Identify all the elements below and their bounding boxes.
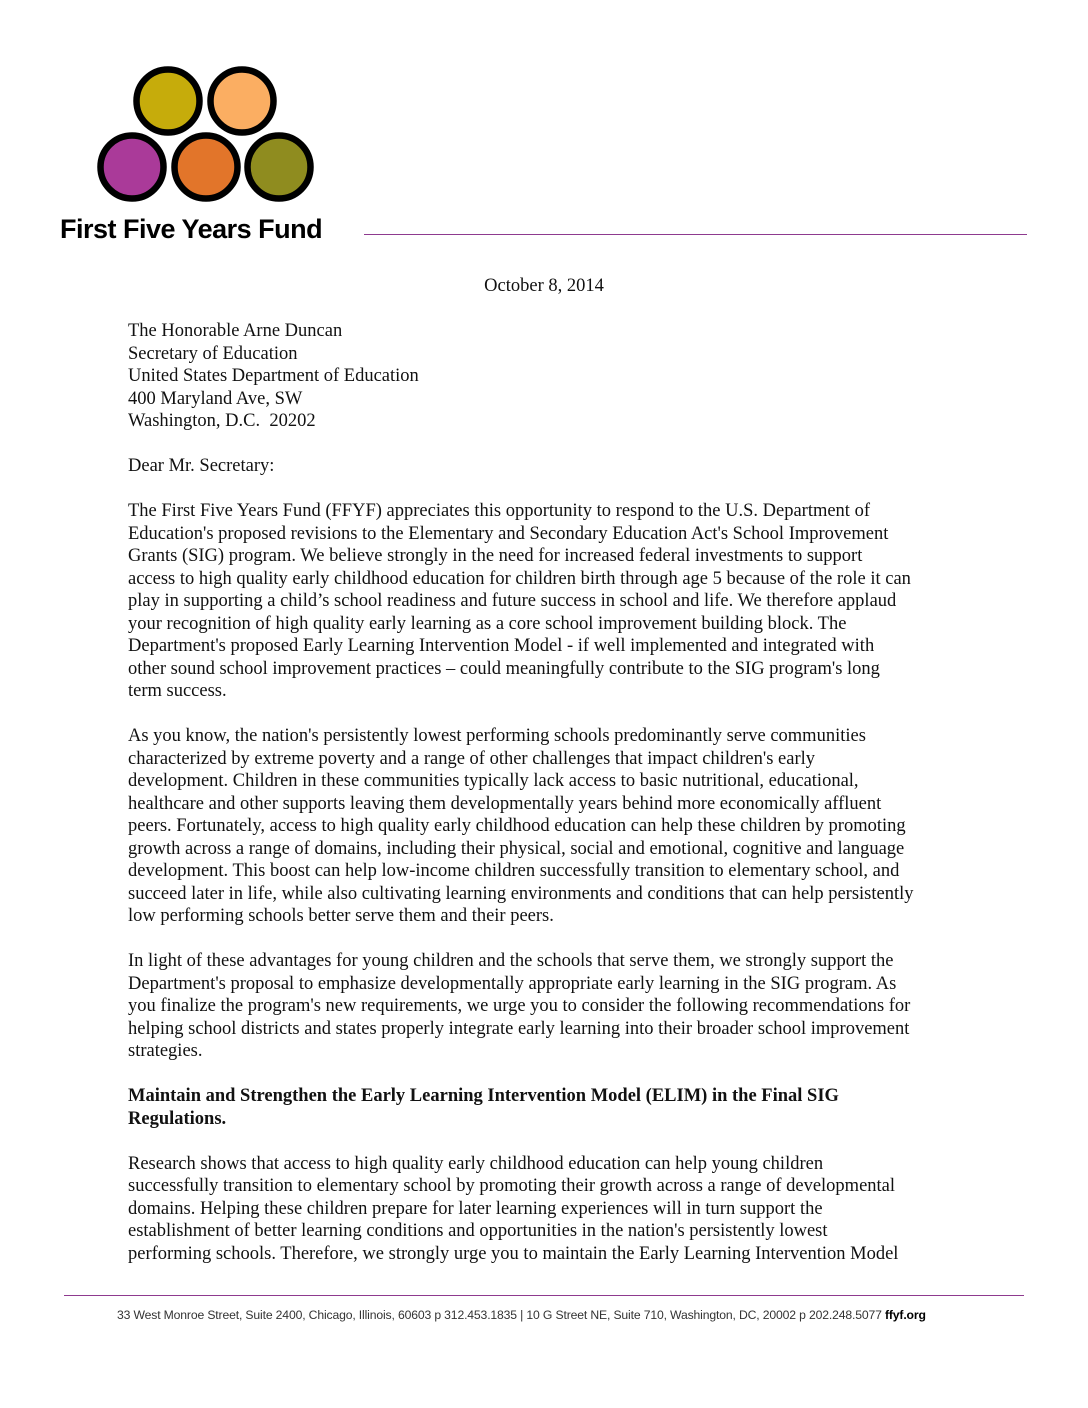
footer-address: 33 West Monroe Street, Suite 2400, Chicago, Illinois, 60603 p 312.453.1835 | 10 G Street NE, Suite 710, Washington, DC, 20002 p 202.248.5077 [117, 1308, 882, 1322]
paragraph-4 [128, 1153, 968, 1266]
paragraph-line: performing schools. Therefore, we strongly urge you to maintain the Early Learning Intervention Model [128, 1243, 899, 1264]
paragraph-line: healthcare and other supports leaving them developmentally years behind more economically affluent [128, 793, 882, 814]
salutation-text: Dear Mr. Secretary: [128, 456, 275, 476]
paragraph-line: your recognition of high quality early learning as a core school improvement building block. The [128, 613, 847, 634]
recipient-address [128, 320, 968, 433]
footer-rule [64, 1295, 1024, 1296]
paragraph-line: Research shows that access to high quality early childhood education can help young children [128, 1153, 824, 1174]
letter-body [128, 320, 968, 1288]
address-line: Secretary of Education [128, 343, 298, 364]
paragraph-line: Education's proposed revisions to the Elementary and Secondary Education Act's School Improvement [128, 523, 889, 544]
letter-date: October 8, 2014 [484, 276, 604, 296]
logo-circle-bottom-center [175, 136, 238, 199]
paragraph-3 [128, 950, 968, 1063]
paragraph-line: As you know, the nation's persistently lowest performing schools predominantly serve communities [128, 726, 866, 746]
paragraph-line: development. This boost can help low-income children successfully transition to elementary school, and [128, 861, 900, 881]
ffyf-logo [0, 0, 360, 210]
paragraph-line: term success. [128, 681, 227, 701]
paragraph-line: development. Children in these communities typically lack access to basic nutritional, educational, [128, 771, 859, 791]
paragraph-line: play in supporting a child’s school readiness and future success in school and life. We therefore applaud [128, 591, 897, 611]
paragraph-line: characterized by extreme poverty and a range of other challenges that impact children's early [128, 748, 815, 769]
paragraph-line: growth across a range of domains, including their physical, social and emotional, cognitive and language [128, 838, 905, 859]
paragraph-line: other sound school improvement practices – could meaningfully contribute to the SIG program's long [128, 658, 880, 679]
paragraph-line: peers. Fortunately, access to high quality early childhood education can help these children by promoting [128, 816, 906, 836]
address-line: Washington, D.C. 20202 [128, 411, 316, 431]
heading-line: Regulations. [128, 1108, 227, 1129]
salutation [128, 455, 968, 478]
paragraph-line: access to high quality early childhood education for children birth through age 5 because of the role it can [128, 568, 911, 589]
paragraph-line: Grants (SIG) program. We believe strongly in the need for increased federal investments to support [128, 546, 863, 566]
paragraph-line: establishment of better learning conditions and opportunities in the nation's persistently lowest [128, 1221, 828, 1241]
logo-circle-bottom-left [101, 136, 164, 199]
footer-website[interactable]: ffyf.org [884, 1308, 926, 1322]
paragraph-line: succeed later in life, while also cultivating learning environments and conditions that can help persistently [128, 883, 914, 904]
paragraph-2 [128, 725, 968, 928]
org-name: First Five Years Fund [60, 214, 323, 244]
paragraph-line: strategies. [128, 1041, 203, 1061]
address-line: United States Department of Education [128, 366, 419, 386]
header-rule [364, 234, 1027, 235]
footer [117, 1308, 926, 1322]
paragraph-line: The First Five Years Fund (FFYF) appreciates this opportunity to respond to the U.S. Department of [128, 501, 870, 521]
address-line: The Honorable Arne Duncan [128, 321, 343, 341]
paragraph-line: helping school districts and states properly integrate early learning into their broader school improvement [128, 1018, 910, 1039]
paragraph-line: you finalize the program's new requirements, we urge you to consider the following recommendations for [128, 996, 911, 1016]
logo-circle-bottom-right [248, 136, 311, 199]
paragraph-line: In light of these advantages for young children and the schools that serve them, we strongly support the [128, 951, 894, 971]
logo-circle-top-left [137, 70, 200, 133]
address-line: 400 Maryland Ave, SW [128, 388, 303, 409]
paragraph-line: domains. Helping these children prepare for later learning experiences will in turn support the [128, 1198, 823, 1219]
paragraph-1 [128, 500, 968, 703]
heading-line: Maintain and Strengthen the Early Learning Intervention Model (ELIM) in the Final SIG [128, 1086, 839, 1106]
paragraph-line: low performing schools better serve them and their peers. [128, 906, 554, 926]
paragraph-line: Department's proposed Early Learning Intervention Model - if well implemented and integrated with [128, 636, 875, 656]
paragraph-line: Department's proposal to emphasize developmentally appropriate early learning in the SIG program. As [128, 973, 897, 994]
logo-circle-top-right [211, 70, 274, 133]
section-heading [128, 1085, 968, 1130]
paragraph-line: successfully transition to elementary school by promoting their growth across a range of developmental [128, 1176, 896, 1196]
